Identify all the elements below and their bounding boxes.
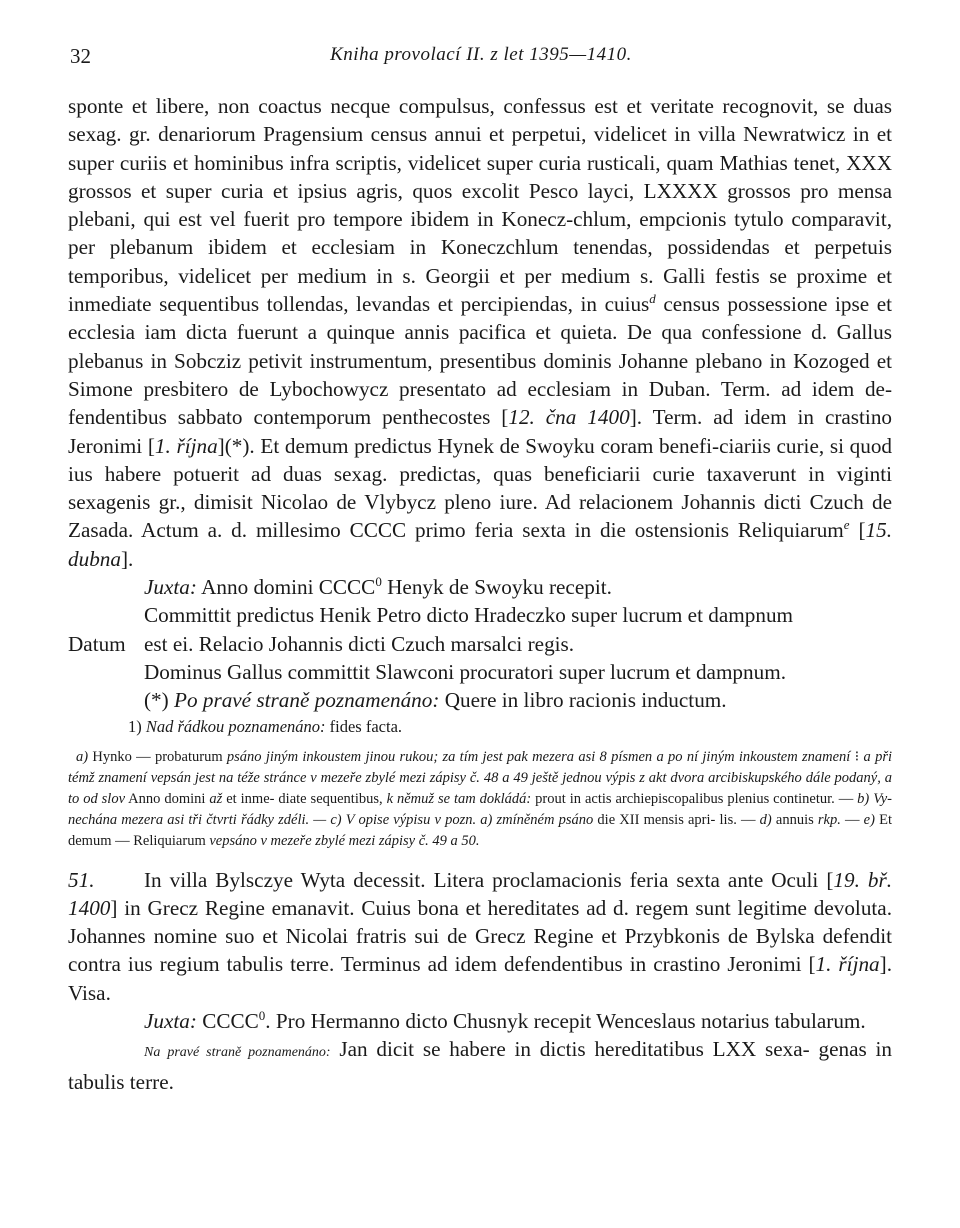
footnote-text: —	[840, 811, 860, 828]
text-line: feria sexta in die ostensionis Reliquiarum	[474, 518, 844, 543]
star-note-italic: Po pravé straně poznamenáno:	[168, 688, 440, 713]
juxta-line	[68, 573, 892, 601]
footnote-italic: psáno jiným inkoustem jinou rukou; za tím jest pak mezera asi 8 písmen	[222, 748, 653, 765]
footnote-italic: Vy-	[869, 790, 892, 807]
juxta-text: Anno domini CCCC	[196, 575, 376, 600]
text-line: tenendas, possidendas et perpetuis temporibus, videlicet per medium in s. Georgii et	[68, 235, 893, 288]
text-line: curie taxaverunt in viginti sexagenis gr., dimisit Nicolao de Vlybycz pleno iure.	[68, 461, 892, 515]
footnote-text: lis. —	[719, 811, 756, 828]
footnote-ref: d	[649, 291, 656, 307]
text-line: sunt legitime devoluta. Johannes nomine suo et Nicolai fratris sui de Grecz Regine	[68, 895, 892, 949]
footnote-text: annuis	[771, 811, 814, 828]
datum-row	[68, 630, 892, 658]
text-line: villa Newratwicz in et super curiis et hominibus infra scriptis, videlicet super curia	[68, 122, 892, 175]
juxta-text: . Pro Hermanno dicto Chusnyk recepit Wenceslaus notarius	[265, 1009, 770, 1034]
text-line: petivit instrumentum, presentibus dominis Johanne plebano in Kozoged et Simone	[68, 348, 893, 401]
text-line: defendentibus in crastino Jeronimi [	[503, 952, 816, 977]
running-head: Kniha provolací II. z let 1395—1410.	[330, 44, 632, 65]
text-line: sponte et libere, non coactus necque compulsus, confessus est et veritate recognovit,	[68, 94, 819, 118]
date-annotation: 12. čna 1400	[508, 405, 630, 430]
text-line: fendentibus sabbato contemporum penthecostes [	[68, 405, 509, 430]
superscript: 0	[375, 573, 382, 589]
text-line: Jan dicit se habere in dictis hereditatibus LXX sexa-	[330, 1037, 810, 1062]
footnote-text: die XII mensis apri-	[593, 811, 716, 828]
footnote-text: Hynko — probaturum	[88, 748, 223, 765]
footnote-italic: až	[205, 790, 223, 807]
footnote-text: fides facta.	[325, 716, 403, 736]
footnote-mark: c)	[326, 811, 342, 828]
juxta-text: CCCC	[196, 1009, 259, 1034]
star-mark: (*)	[144, 688, 169, 713]
text-line: rusticali, quam Mathias tenet, XXX grossos et super curia et ipsius agris, quos excolit Pesco	[68, 150, 892, 203]
footnote-italic: č. 48 a 49 ještě jednou výpis z akt dvora arcibiskupského dále podaný, a to od slov	[68, 769, 893, 807]
footnote-italic: a při témž znamení vepsán jest na téže stránce v mezeře zbylé mezi zápisy	[68, 748, 892, 786]
footnote-text: et inme-	[222, 790, 275, 807]
right-side-note-label: Na pravé straně poznamenáno:	[144, 1045, 331, 1061]
text-line: [	[826, 867, 834, 892]
date-annotation: 1. října	[815, 952, 880, 977]
footnotes-block	[68, 747, 892, 852]
text-line: Ad relacionem Johannis dicti Czuch de Zasada. Actum a. d. millesimo CCCC primo	[68, 490, 892, 543]
juxta-text: Henyk de Swoyku recepit.	[381, 575, 612, 600]
text-line: crastino Jeronimi [	[68, 405, 893, 458]
paragraph-main	[68, 92, 892, 573]
footnote-italic: zmíněném psáno	[492, 811, 594, 828]
text-line: quinque annis pacifica et quieta. De qua confessione d. Gallus plebanus in Sobcziz	[68, 320, 893, 373]
sign-icon: ⁝	[854, 748, 860, 765]
footnote-italic: rkp.	[813, 811, 841, 828]
date-annotation: 1. října	[154, 433, 218, 458]
footnote-italic: a po ní jiným inkoustem znamení	[656, 748, 855, 765]
text-line: [	[849, 518, 866, 543]
footnote-italic: nechána mezera asi tři čtvrti řádky zdéli. —	[68, 811, 327, 828]
entry-51	[68, 866, 892, 1007]
text-line: ciariis curie, si quod ius habere potuerit ad duas sexag. predictas, quas beneficiarii	[68, 433, 893, 486]
footnote-mark: d)	[755, 811, 772, 828]
footnote-mark: 1)	[128, 716, 142, 736]
superscript: 0	[258, 1007, 266, 1023]
text-line: genas in tabulis terre.	[68, 1037, 892, 1094]
footnote-text: Et demum — Reliquiarum	[68, 811, 892, 849]
right-note-line	[68, 1035, 892, 1096]
text-line: per medium s. Galli festis se proxime et inmediate sequentibus tollendas, levandas	[68, 263, 892, 317]
footnote-text: diate sequentibus,	[278, 790, 383, 807]
text-line: census possessione ipse et ecclesia iam dicta fuerunt a	[68, 292, 892, 345]
text-line: tabularum.	[774, 1009, 866, 1034]
text-line: layci, LXXXX grossos pro mensa plebani, qui est vel fuerit pro tempore ibidem in Konecz-	[68, 178, 893, 232]
juxta-label: Juxta:	[144, 1009, 197, 1034]
date-annotation: 15. dubna	[68, 518, 893, 571]
text-line: presbitero de Lybochowycz presentato ad ecclesiam in Duban. Term. ad idem de-	[143, 376, 893, 401]
juxta-line-51	[68, 1007, 892, 1035]
committit-line-2: est ei. Relacio Johannis dicti Czuch marsalci regis.	[144, 631, 575, 656]
footnote-italic: vepsáno v mezeře zbylé mezi zápisy č. 49 a 50.	[205, 832, 480, 849]
footnote-italic: Nad řádkou poznamenáno:	[141, 716, 326, 736]
entry-number: 51.	[68, 867, 95, 892]
text-line: et percipiendas, in cuius	[437, 292, 650, 317]
text-line: et Przybkonis de Bylska defendit contra ius regium tabulis terre. Terminus ad idem	[68, 924, 892, 977]
body-text	[68, 92, 892, 1096]
text-line: ]. Visa.	[68, 952, 892, 1005]
footnote-text: Anno domini	[125, 790, 206, 807]
text-line: ]. Term. ad idem in	[629, 405, 814, 430]
footnote-mark: a)	[476, 811, 493, 828]
page-number: 32	[70, 44, 91, 68]
footnote-mark: a)	[76, 748, 89, 765]
juxta-label: Juxta:	[144, 575, 197, 600]
text-line: ](*). Et demum predictus Hynek de Swoyku coram benefi-	[217, 433, 720, 458]
footnote-italic: V opise výpisu v pozn.	[341, 811, 477, 828]
footnote-mark: b)	[853, 790, 870, 807]
date-annotation: 19. bř. 1400	[68, 867, 893, 920]
star-note	[68, 686, 892, 714]
footnote-ref: e	[843, 517, 850, 533]
footnote-text: prout in actis archiepiscopalibus plenius continetur. —	[531, 790, 854, 807]
margin-note-datum: Datum	[68, 631, 126, 656]
text-line: ].	[120, 546, 134, 571]
text-line: se duas sexag. gr. denariorum Pragensium census annui et perpetui, videlicet in	[68, 94, 892, 147]
footnote-1	[68, 715, 892, 739]
committit-line: Committit predictus Henik Petro dicto Hradeczko super lucrum et dampnum	[144, 603, 794, 628]
dominus-line: Dominus Gallus committit Slawconi procuratori super lucrum et dampnum.	[144, 659, 786, 684]
page-header	[70, 44, 892, 72]
footnote-mark: e)	[859, 811, 875, 828]
text-line: ] in Grecz Regine emanavit. Cuius bona et hereditates ad d. regem	[110, 895, 689, 920]
footnote-italic: k němuž se tam dokládá:	[382, 790, 532, 807]
star-note-text: Quere in libro racionis inductum.	[439, 688, 727, 713]
text-line: In villa Bylsczye Wyta decessit. Litera proclamacionis feria sexta ante Oculi	[144, 867, 819, 892]
text-line: chlum, empcionis tytulo comparavit, per plebanum ibidem et ecclesiam in Koneczchlum	[68, 207, 892, 260]
